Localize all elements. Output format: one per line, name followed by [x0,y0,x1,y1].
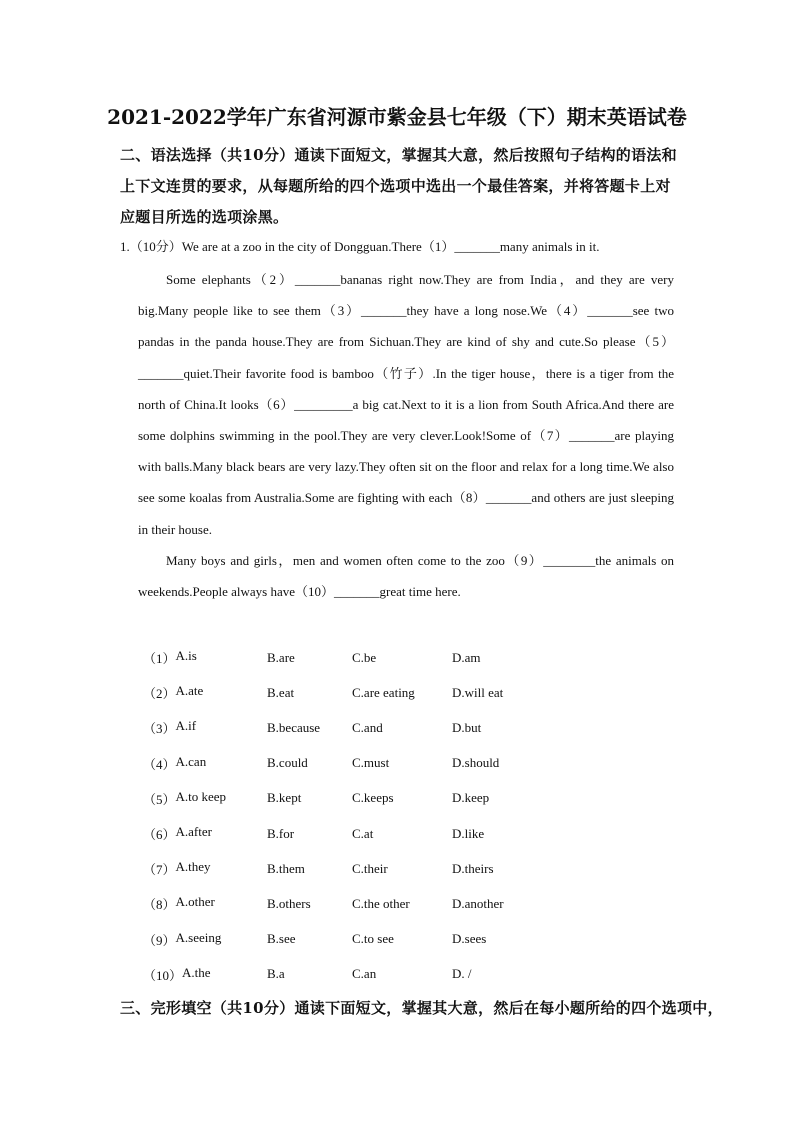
passage-paragraph-1: Some elephants（2）_______bananas right now.They are from India，and they are very big.Many people like to see them（3）_______they have a long nose.We（4）_______see two pandas in the panda house.They are from Sichuan.They are kind of shy and cute.So please（5）_______quiet.Their favorite food is bamboo（竹子）.In the tiger house，there is a tiger from the north of China.It looks（6）_________a big cat.Next to it is a lion from South Africa.And there are some dolphins swimming in the pool.They are very clever.Look!Some of（7）_______are playing with balls.Many black bears are very lazy.They often sit on the floor and relax for a long time.We also see some koalas from Australia.Some are fighting with each（8）_______and others are just sleeping in their house. [138,272,674,537]
option-c: C.and [352,719,383,735]
option-number: （6） [143,827,176,843]
option-b: B.eat [267,684,295,700]
option-number: （10） [143,967,183,983]
option-row [143,710,563,745]
option-d: D. / [452,966,472,982]
option-number: （9） [143,932,176,948]
option-a: A.after [175,824,212,840]
option-row [143,640,563,675]
option-a: A.ate [175,683,204,699]
option-a: A.can [175,753,207,769]
option-d: D.am [452,649,481,665]
option-b: B.others [267,895,311,911]
option-b: B.kept [267,790,302,806]
answer-options [143,640,563,992]
option-b: B.are [267,649,295,665]
option-b: B.because [267,719,321,735]
option-c: C.keeps [352,790,394,806]
option-b: B.see [267,931,296,947]
option-b: B.could [267,755,308,771]
option-d: D.sees [452,931,487,947]
option-c: C.must [352,755,390,771]
option-number: （5） [143,791,176,807]
option-d: D.but [452,719,482,735]
option-d: D.will eat [452,684,504,700]
option-number: （7） [143,862,176,878]
option-a: A.seeing [175,929,222,945]
option-number: （1） [143,651,176,667]
option-row [143,746,563,781]
option-row [143,781,563,816]
option-row [143,675,563,710]
option-c: C.an [352,966,377,982]
option-b: B.them [267,860,305,876]
reading-passage [138,264,674,607]
option-row [143,851,563,886]
option-number: （8） [143,897,176,913]
option-number: （3） [143,721,176,737]
option-c: C.their [352,860,388,876]
option-d: D.another [452,895,504,911]
question-1-intro: 1.（10分）We are at a zoo in the city of Dongguan.There（1）_______many animals in it. [120,239,600,254]
option-a: A.other [175,894,215,910]
option-a: A.the [182,964,211,980]
option-row [143,922,563,957]
option-c: C.are eating [352,684,415,700]
option-c: C.the other [352,895,410,911]
option-number: （4） [143,756,176,772]
option-d: D.keep [452,790,490,806]
option-d: D.should [452,755,500,771]
option-a: A.if [175,718,197,734]
section-three-heading: 三、完形填空（共10分）通读下面短文，掌握其大意，然后在每小题所给的四个选项中， [120,999,723,1017]
option-c: C.to see [352,931,394,947]
option-row [143,886,563,921]
option-a: A.they [175,859,211,875]
option-row [143,957,563,992]
section-two-heading: 二、语法选择（共10分）通读下面短文，掌握其大意，然后按照句子结构的语法和上下文连贯的要求，从每题所给的四个选项中选出一个最佳答案，并将答题卡上对应题目所选的选项涂黑。 [120,146,677,226]
exam-title: 2021-2022学年广东省河源市紫金县七年级（下）期末英语试卷 [107,105,687,129]
option-number: （2） [143,686,176,702]
option-a: A.is [175,648,197,664]
option-d: D.theirs [452,860,494,876]
option-d: D.like [452,825,485,841]
option-c: C.at [352,825,374,841]
option-row [143,816,563,851]
option-a: A.to keep [175,788,227,804]
option-b: B.a [267,966,285,982]
option-c: C.be [352,649,377,665]
passage-paragraph-2: Many boys and girls，men and women often come to the zoo（9）________the animals on weekends.People always have（10）_______great time here. [138,552,674,600]
option-b: B.for [267,825,295,841]
